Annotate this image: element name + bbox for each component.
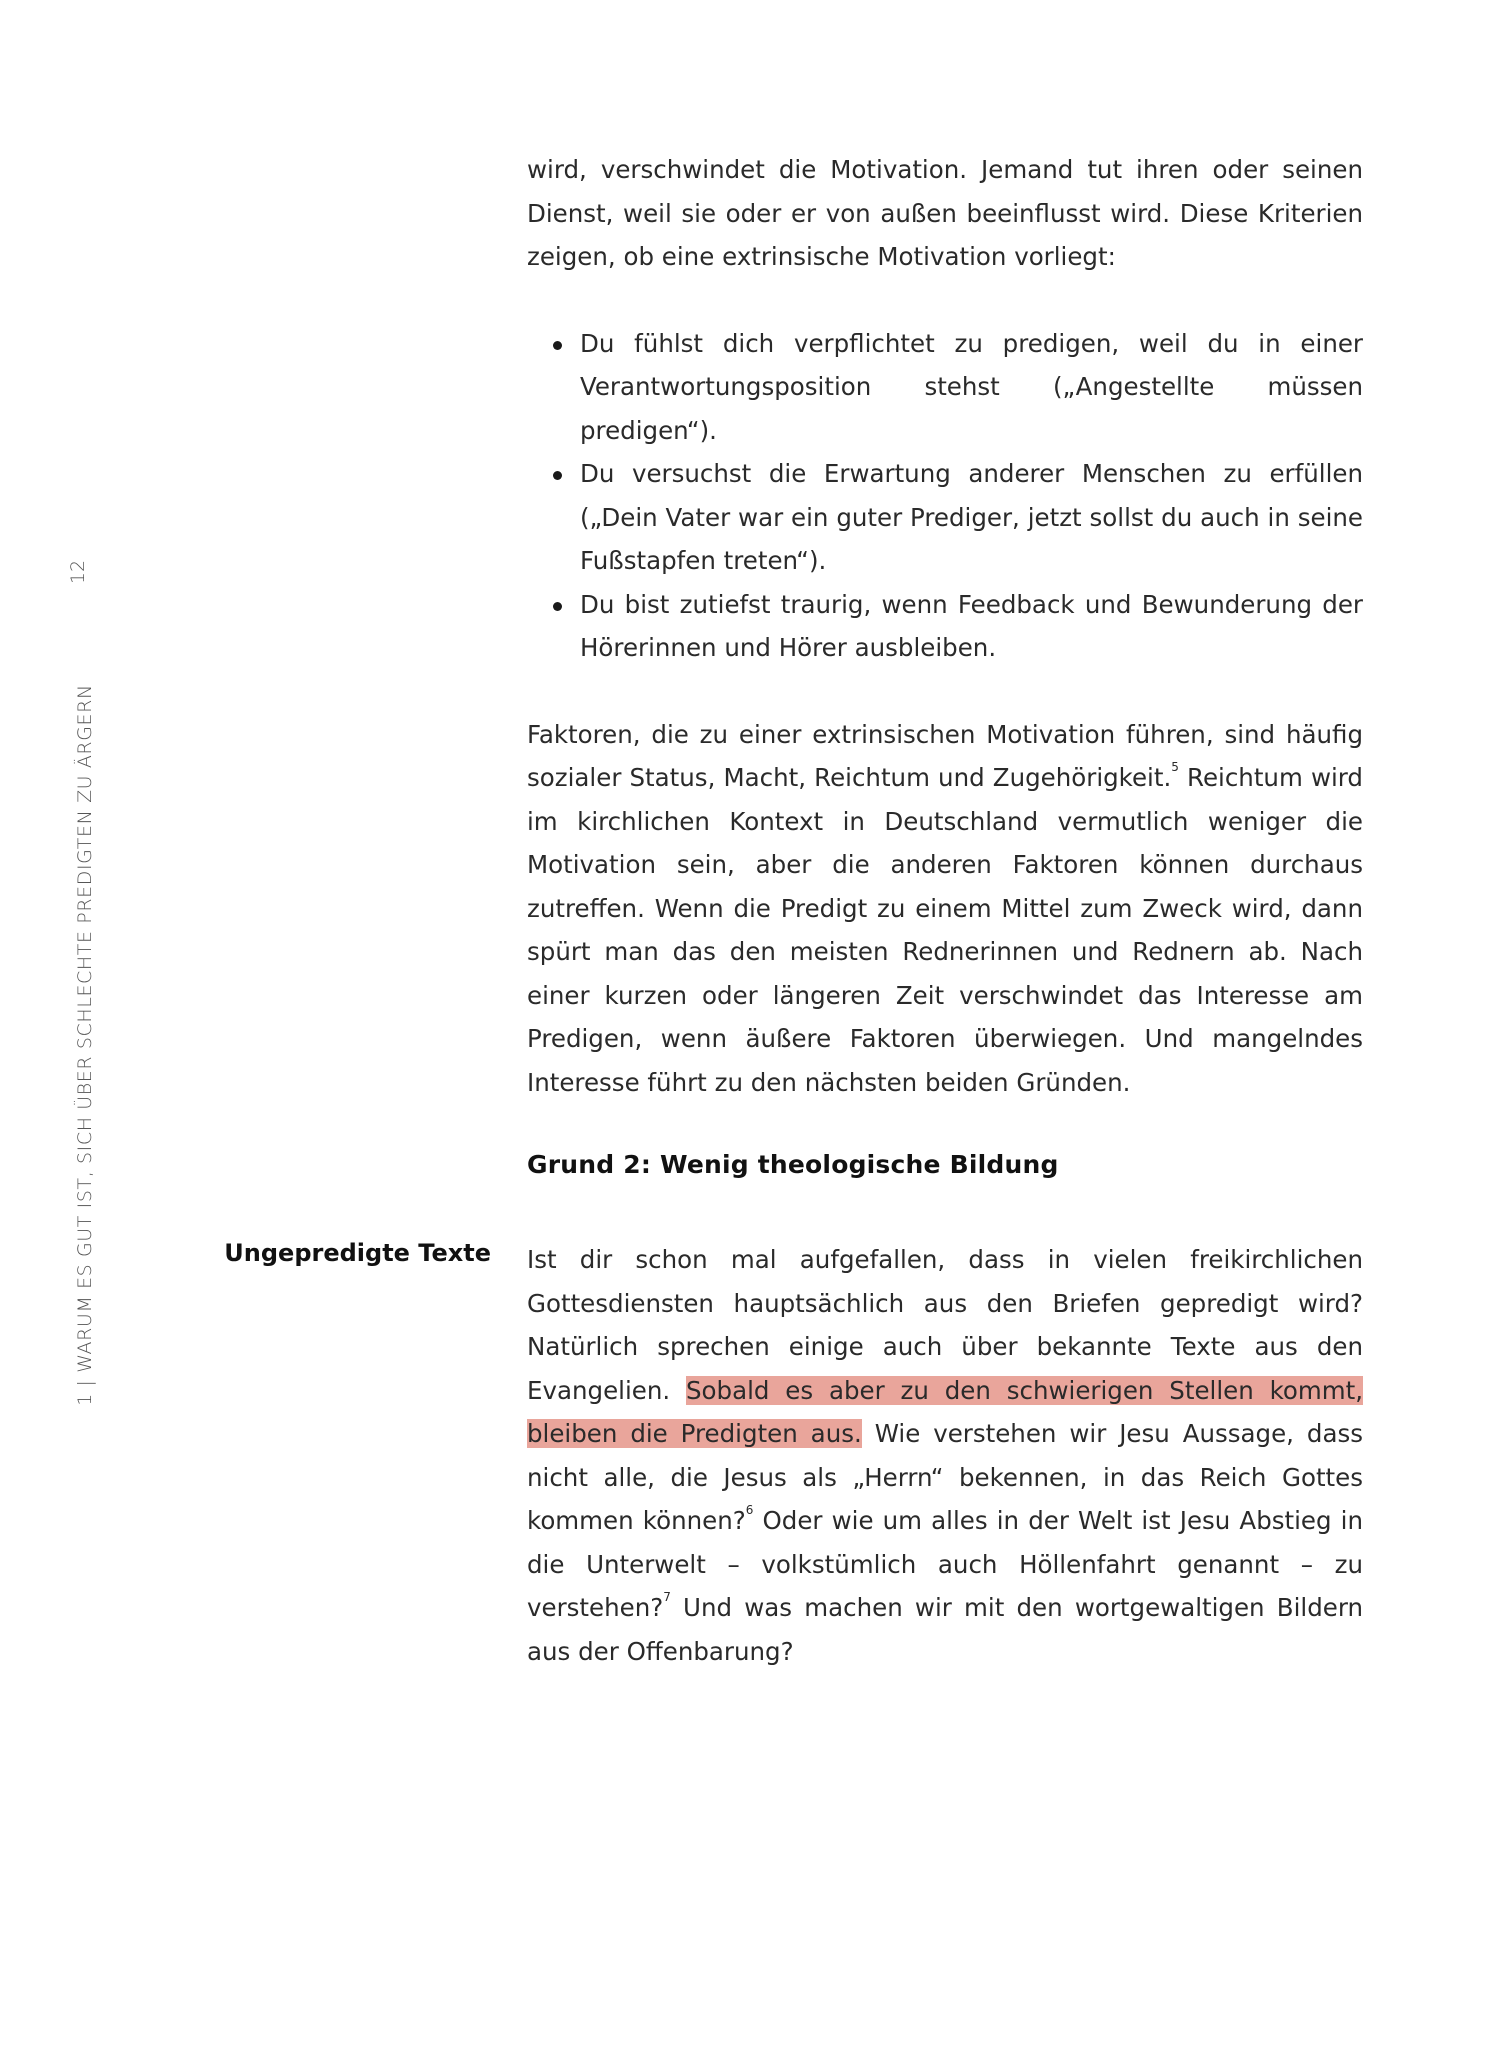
texts-part-1: Ist dir schon mal aufgefallen, dass in vielen freikirchlichen Gottesdiensten hauptsächlich aus den Briefen gepredigt wird? Natürlich sprechen einige auch über bekannte Texte aus den Evangelien. <box>527 1245 1363 1405</box>
text-column-top <box>527 148 1363 1104</box>
page-number: 12 <box>67 559 89 585</box>
list-item: Du versuchst die Erwartung anderer Menschen zu erfüllen („Dein Vater war ein guter Prediger, jetzt sollst du auch in seine Fußstapfen treten“). <box>580 452 1363 583</box>
intro-paragraph: wird, verschwindet die Motivation. Jemand tut ihren oder seinen Dienst, weil sie oder er von außen beeinflusst wird. Diese Kriterien zeigen, ob eine extrinsische Motivation vorliegt: <box>527 155 1363 271</box>
factors-text-cont: Reichtum wird im kirchlichen Kontext in Deutschland vermutlich weniger die Motivation sein, aber die anderen Faktoren können durchaus zutreffen. Wenn die Predigt zu einem Mittel zum Zweck wird, dann spürt man das den meisten Rednerinnen und Rednern ab. Nach einer kurzen oder längeren Zeit verschwindet das Interesse am Predigen, wenn äußere Faktoren überwiegen. Und mangelndes Interesse führt zu den nächsten beiden Gründen. <box>527 763 1363 1097</box>
highlighted-text[interactable]: Sobald es aber zu den schwierigen Stellen kommt, bleiben die Predigten aus. <box>527 1375 1364 1448</box>
list-item: Du fühlst dich verpflichtet zu predigen, weil du in einer Verantwortungsposition stehst („Angestellte müssen predigen“). <box>580 322 1363 453</box>
texts-part-3: Oder wie um alles in der Welt ist Jesu Abstieg in die Unterwelt – volkstümlich auch Höllenfahrt genannt – zu verstehen? <box>527 1506 1364 1622</box>
text-column-bottom <box>527 1238 1363 1673</box>
factors-text: Faktoren, die zu einer extrinsischen Motivation führen, sind häufig sozialer Status, Macht, Reichtum und Zugehörigkeit. <box>527 719 1363 792</box>
footnote-ref: 5 <box>1171 760 1179 774</box>
texts-part-4: Und was machen wir mit den wortgewaltigen Bildern aus der Offenbarung? <box>527 1593 1363 1666</box>
criteria-list <box>527 322 1363 670</box>
factors-paragraph <box>527 713 1363 1105</box>
section-heading: Grund 2: Wenig theologische Bildung <box>527 1150 1059 1179</box>
list-item: Du bist zutiefst traurig, wenn Feedback und Bewunderung der Hörerinnen und Hörer ausbleiben. <box>580 583 1363 670</box>
texts-part-2: Wie verstehen wir Jesu Aussage, dass nicht alle, die Jesus als „Herrn“ bekennen, in das Reich Gottes kommen können? <box>527 1419 1363 1535</box>
running-head: 1 | WARUM ES GUT IST, SICH ÜBER SCHLECHTE PREDIGTEN ZU ÄRGERN <box>74 684 96 1406</box>
footnote-ref: 6 <box>745 1503 754 1517</box>
margin-note: Ungepredigte Texte <box>224 1239 491 1267</box>
texts-paragraph <box>527 1238 1363 1673</box>
footnote-ref: 7 <box>663 1590 671 1604</box>
